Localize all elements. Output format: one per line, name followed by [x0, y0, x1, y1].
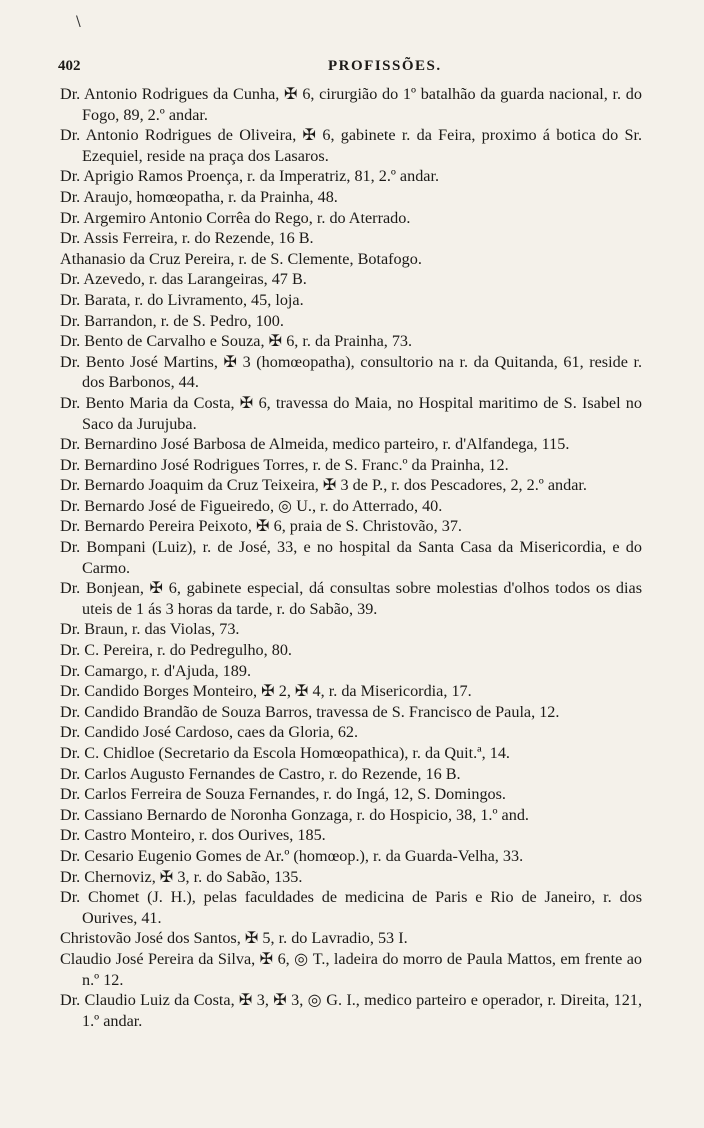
directory-entry: Dr. Candido José Cardoso, caes da Gloria, 62. [60, 723, 359, 742]
directory-entry: Dr. Bernardino José Rodrigues Torres, r. de S. Franc.º da Prainha, 12. [60, 455, 509, 474]
directory-entry: Dr. Bernardo Pereira Peixoto, ✠ 6, praia de S. Christovão, 37. [60, 517, 462, 536]
directory-entry: Dr. Camargo, r. d'Ajuda, 189. [60, 661, 251, 680]
directory-entry: Dr. Carlos Augusto Fernandes de Castro, r. do Rezende, 16 B. [60, 764, 461, 783]
directory-entry: Dr. Barata, r. do Livramento, 45, loja. [60, 290, 304, 309]
directory-entry: Dr. Araujo, homœopatha, r. da Prainha, 48. [60, 187, 338, 206]
directory-entry: Dr. Aprigio Ramos Proença, r. da Imperatriz, 81, 2.º andar. [60, 167, 440, 186]
directory-entry: Dr. Candido Borges Monteiro, ✠ 2, ✠ 4, r. da Misericordia, 17. [60, 682, 472, 701]
directory-entry: Dr. Bernardino José Barbosa de Almeida, medico parteiro, r. d'Alfandega, 115. [60, 435, 570, 454]
directory-entry: Dr. Castro Monteiro, r. dos Ourives, 185. [60, 826, 326, 845]
directory-entry: Dr. Antonio Rodrigues de Oliveira, ✠ 6, gabinete r. da Feira, proximo á botica do Sr. Ezequiel, reside na praça dos Lasaros. [60, 126, 642, 165]
margin-mark: \ [76, 14, 81, 30]
directory-entry: Dr. Bento José Martins, ✠ 3 (homœopatha), consultorio na r. da Quitanda, 61, reside r. dos Barbonos, 44. [60, 352, 642, 392]
directory-entry: Dr. Antonio Rodrigues da Cunha, ✠ 6, cirurgião do 1º batalhão da guarda nacional, r. do Fogo, 89, 2.º andar. [60, 85, 642, 124]
directory-entry: Claudio José Pereira da Silva, ✠ 6, ◎ T., ladeira do morro de Paula Mattos, em frente ao n.º 12. [60, 949, 642, 989]
directory-entry: Dr. Azevedo, r. das Larangeiras, 47 B. [60, 270, 307, 289]
directory-entry: Dr. Argemiro Antonio Corrêa do Rego, r. do Aterrado. [60, 208, 411, 227]
directory-entry: Dr. C. Pereira, r. do Pedregulho, 80. [60, 641, 292, 660]
running-title: PROFISSÕES. [328, 58, 442, 74]
directory-entry: Dr. C. Chidloe (Secretario da Escola Homœopathica), r. da Quit.ª, 14. [60, 744, 510, 762]
page-header [58, 58, 648, 80]
directory-listing [60, 84, 642, 1031]
directory-entry: Dr. Bernardo Joaquim da Cruz Teixeira, ✠ 3 de P., r. dos Pescadores, 2, 2.º andar. [60, 476, 587, 495]
directory-entry: Dr. Bompani (Luiz), r. de José, 33, e no hospital da Santa Casa da Misericordia, e do Carmo. [60, 538, 642, 577]
directory-entry: Athanasio da Cruz Pereira, r. de S. Clemente, Botafogo. [60, 249, 422, 268]
directory-entry: Dr. Chernoviz, ✠ 3, r. do Sabão, 135. [60, 867, 303, 886]
page-number: 402 [58, 58, 81, 74]
directory-entry: Dr. Assis Ferreira, r. do Rezende, 16 B. [60, 229, 314, 248]
directory-entry: Christovão José dos Santos, ✠ 5, r. do Lavradio, 53 I. [60, 929, 408, 948]
directory-entry: Dr. Cesario Eugenio Gomes de Ar.º (homœop.), r. da Guarda-Velha, 33. [60, 846, 524, 865]
directory-entry: Dr. Chomet (J. H.), pelas faculdades de medicina de Paris e Rio de Janeiro, r. dos Ourives, 41. [60, 888, 642, 927]
directory-entry: Dr. Claudio Luiz da Costa, ✠ 3, ✠ 3, ◎ G. I., medico parteiro e operador, r. Direita, 121, 1.º andar. [60, 991, 642, 1030]
directory-entry: Dr. Bernardo José de Figueiredo, ◎ U., r. do Atterrado, 40. [60, 496, 443, 515]
directory-entry: Dr. Candido Brandão de Souza Barros, travessa de S. Francisco de Paula, 12. [60, 702, 560, 721]
directory-entry: Dr. Cassiano Bernardo de Noronha Gonzaga, r. do Hospicio, 38, 1.º and. [60, 805, 529, 824]
directory-entry: Dr. Bonjean, ✠ 6, gabinete especial, dá consultas sobre molestias d'olhos todos os dias uteis de 1 ás 3 horas da tarde, r. do Sabão, 39. [60, 579, 642, 618]
directory-entry: Dr. Braun, r. das Violas, 73. [60, 620, 240, 639]
directory-entry: Dr. Bento Maria da Costa, ✠ 6, travessa do Maia, no Hospital maritimo de S. Isabel no Saco da Jurujuba. [60, 393, 642, 433]
directory-entry: Dr. Bento de Carvalho e Souza, ✠ 6, r. da Prainha, 73. [60, 332, 413, 351]
directory-entry: Dr. Carlos Ferreira de Souza Fernandes, r. do Ingá, 12, S. Domingos. [60, 785, 506, 804]
directory-entry: Dr. Barrandon, r. de S. Pedro, 100. [60, 311, 284, 330]
